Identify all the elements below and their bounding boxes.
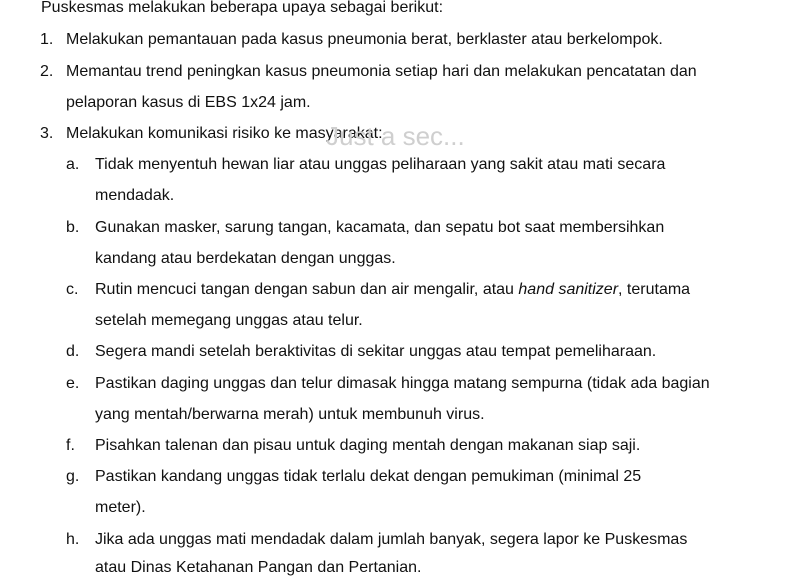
loading-overlay-text: Just a sec...	[326, 121, 465, 151]
list-marker: 3.	[40, 125, 54, 142]
list-marker: 2.	[40, 63, 54, 80]
sublist-marker: a.	[66, 156, 80, 173]
sublist-item-text: Segera mandi setelah beraktivitas di sekitar unggas atau tempat pemeliharaan.	[95, 343, 657, 360]
list-item-text: Melakukan komunikasi risiko ke masyarakat:	[66, 125, 383, 142]
sublist-item-text: setelah memegang unggas atau telur.	[95, 312, 363, 329]
sublist-marker: f.	[66, 437, 75, 454]
sublist-item-text: Pastikan kandang unggas tidak terlalu dekat dengan pemukiman (minimal 25	[95, 468, 642, 485]
list-item-text: pelaporan kasus di EBS 1x24 jam.	[66, 94, 311, 111]
sublist-marker: b.	[66, 219, 80, 236]
sublist-marker: c.	[66, 281, 79, 298]
list-item-text: Melakukan pemantauan pada kasus pneumonia berat, berklaster atau berkelompok.	[66, 31, 663, 48]
sublist-item-text-cutoff: atau Dinas Ketahanan Pangan dan Pertanian.	[95, 559, 422, 576]
sublist-item-text: Pisahkan talenan dan pisau untuk daging mentah dengan makanan siap saji.	[95, 437, 641, 454]
sublist-item-text: Jika ada unggas mati mendadak dalam jumlah banyak, segera lapor ke Puskesmas	[95, 531, 688, 548]
sublist-item-text: Pastikan daging unggas dan telur dimasak hingga matang sempurna (tidak ada bagian	[95, 375, 710, 392]
list-marker: 1.	[40, 31, 54, 48]
sublist-item-text: yang mentah/berwarna merah) untuk membunuh virus.	[95, 406, 485, 423]
sublist-marker: e.	[66, 375, 80, 392]
sublist-item-text: Gunakan masker, sarung tangan, kacamata, dan sepatu bot saat membersihkan	[95, 219, 665, 236]
intro-text: Puskesmas melakukan beberapa upaya sebagai berikut:	[41, 0, 444, 16]
text-run: , terutama	[618, 281, 691, 298]
sublist-item-text: mendadak.	[95, 187, 175, 204]
italic-term: hand sanitizer	[518, 281, 619, 298]
sublist-item-line: Tidak menyentuh hewan liar atau unggas peliharaan yang sakit atau mati secara	[95, 156, 666, 173]
text-run: Rutin mencuci tangan dengan sabun dan air mengalir, atau	[95, 281, 519, 298]
sublist-item-text	[95, 155, 777, 175]
sublist-marker: d.	[66, 343, 80, 360]
sublist-marker: g.	[66, 468, 80, 485]
sublist-item-text	[95, 280, 690, 300]
sublist-item-text: meter).	[95, 499, 146, 516]
sublist-marker: h.	[66, 531, 80, 548]
list-item-text: Memantau trend peningkan kasus pneumonia setiap hari dan melakukan pencatatan dan	[66, 63, 697, 80]
sublist-item-text: kandang atau berdekatan dengan unggas.	[95, 250, 396, 267]
